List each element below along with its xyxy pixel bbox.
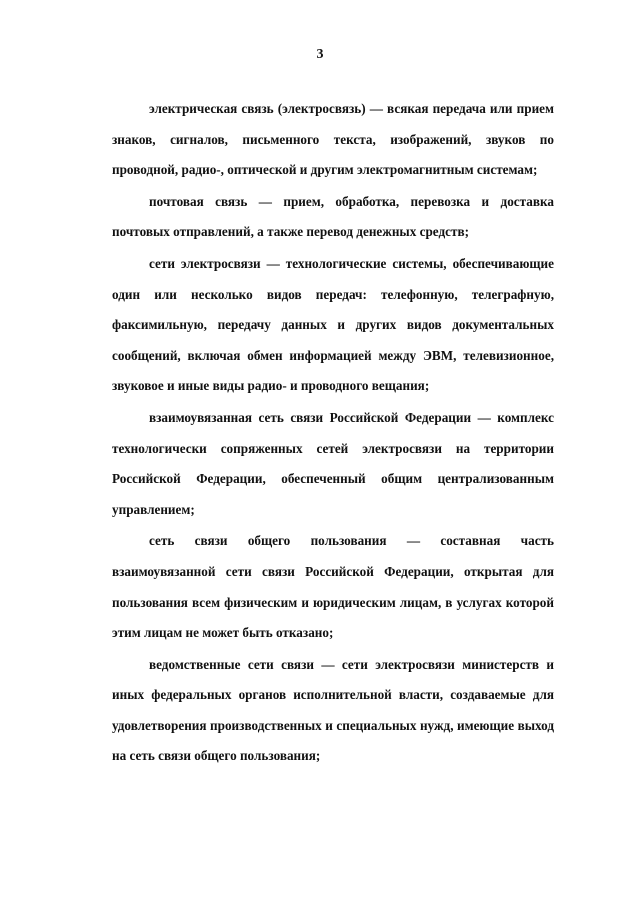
definition-telecommunication-networks: сети электросвязи — технологические системы, обеспечивающие один или несколько видов передач: телефонную, телеграфную, факсимильную, передачу данных и других видов документальных сообщений, включая обмен информацией между ЭВМ, телевизионное, звуковое и иные виды радио- и проводного вещания; xyxy=(112,255,554,394)
document-body xyxy=(112,94,554,773)
definition-electrical-communication: электрическая связь (электросвязь) — всякая передача или прием знаков, сигналов, письменного текста, изображений, звуков по проводной, радио-, оптической и другим электромагнитным системам; xyxy=(112,101,554,178)
definition-departmental-networks: ведомственные сети связи — сети электросвязи министерств и иных федеральных органов исполнительной власти, создаваемые для удовлетворения производственных и специальных нужд, имеющие выход на сеть связи общего пользования; xyxy=(112,656,554,764)
page-number: 3 xyxy=(316,47,324,62)
definition-postal-communication: почтовая связь — прием, обработка, перевозка и доставка почтовых отправлений, а также перевод денежных средств; xyxy=(112,193,554,240)
definition-interconnected-network: взаимоувязанная сеть связи Российской Федерации — комплекс технологически сопряженных сетей электросвязи на территории Российской Федерации, обеспеченный общим централизованным управлением; xyxy=(112,409,554,517)
definition-public-network: сеть связи общего пользования — составная часть взаимоувязанной сети связи Российской Федерации, открытая для пользования всем физическим и юридическим лицам, в услугах которой этим лицам не может быть отказано; xyxy=(112,533,554,641)
